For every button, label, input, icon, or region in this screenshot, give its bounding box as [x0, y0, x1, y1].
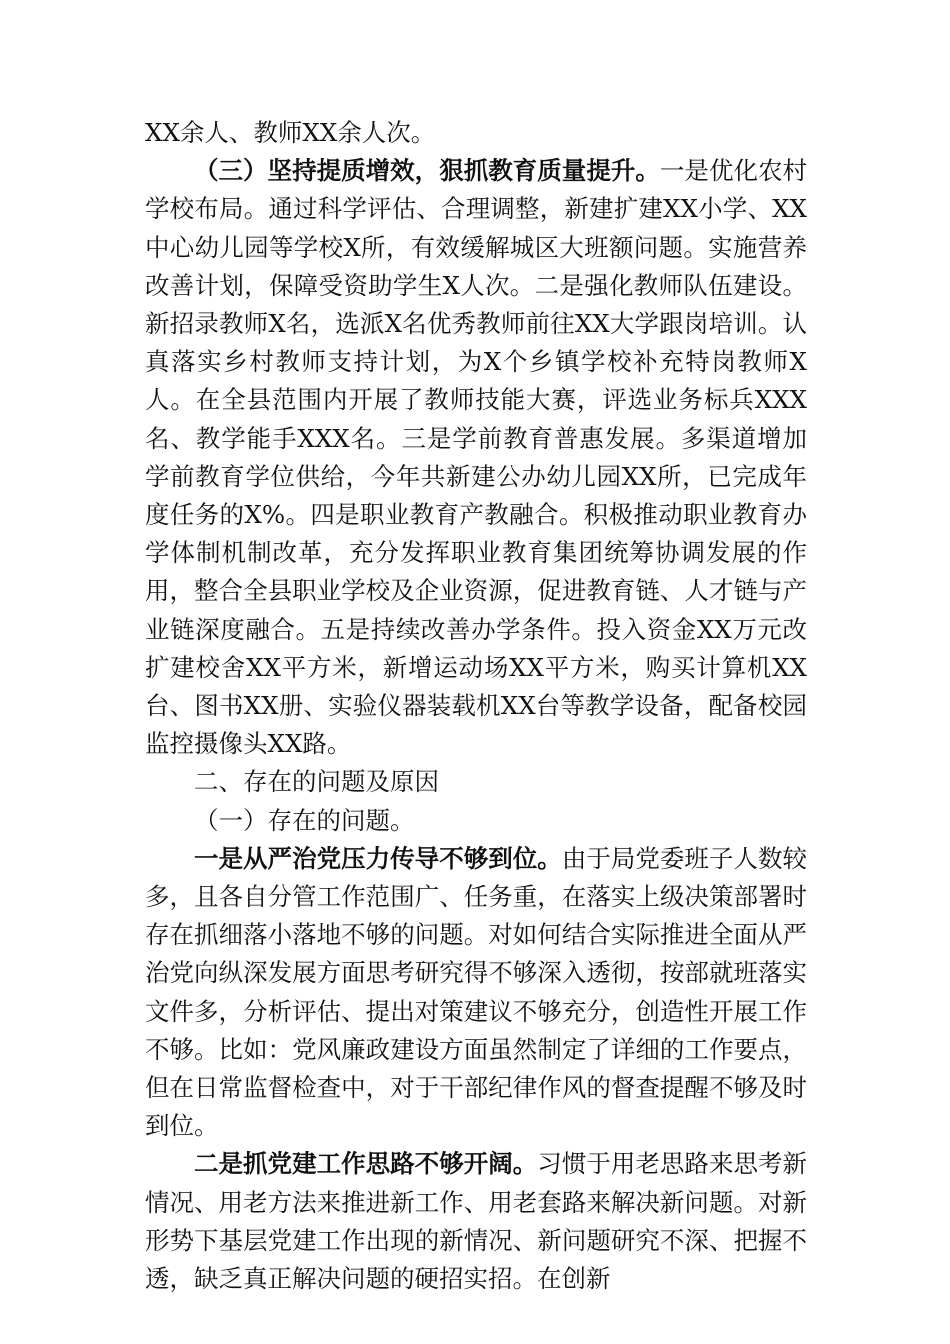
- paragraph-continuation: [145, 114, 807, 152]
- paragraph-text: 一是优化农村学校布局。通过科学评估、合理调整，新建扩建XX小学、XX中心幼儿园等学校X所，有效缓解城区大班额问题。实施营养改善计划，保障受资助学生X人次。二是强化教师队伍建设。新招录教师X名，选派X名优秀教师前往XX大学跟岗培训。认真落实乡村教师支持计划，为X个乡镇学校补充特岗教师X人。在全县范围内开展了教师技能大赛，评选业务标兵XXX名、教学能手XXX名。三是学前教育普惠发展。多渠道增加学前教育学位供给，今年共新建公办幼儿园XX所，已完成年度任务的X%。四是职业教育产教融合。积极推动职业教育办学体制机制改革，充分发挥职业教育集团统筹协调发展的作用，整合全县职业学校及企业资源，促进教育链、人才链与产业链深度融合。五是持续改善办学条件。投入资金XX万元改扩建校舍XX平方米，新增运动场XX平方米，购买计算机XX台、图书XX册、实验仪器装载机XX台等教学设备，配备校园监控摄像头XX路。: [145, 156, 808, 759]
- paragraph-text: 由于局党委班子人数较多，且各自分管工作范围广、任务重，在落实上级决策部署时存在抓细落小落地不够的问题。对如何结合实际推进全面从严治党向纵深发展方面思考研究得不够深入透彻，按部就班落实文件多，分析评估、提出对策建议不够充分，创造性开展工作不够。比如：党风廉政建设方面虽然制定了详细的工作要点，但在日常监督检查中，对于干部纪律作风的督查提醒不够及时到位。: [145, 843, 807, 1141]
- paragraph-lead: 一是从严治党压力传导不够到位。: [194, 843, 562, 873]
- paragraph-problem-one: [145, 840, 807, 1146]
- paragraph-text: 习惯于用老思路来思考新情况、用老方法来推进新工作、用老套路来解决新问题。对新形势下基层党建工作出现的新情况、新问题研究不深、把握不透，缺乏真正解决问题的硬招实招。在创新: [145, 1149, 808, 1294]
- document-body: [145, 114, 807, 1298]
- paragraph-lead: （三）坚持提质增效，狠抓教育质量提升。: [194, 156, 660, 186]
- paragraph-lead: 二是抓党建工作思路不够开阔。: [194, 1149, 538, 1179]
- section-heading: 二、存在的问题及原因: [194, 767, 439, 797]
- subsection-heading: （一）存在的问题。: [194, 805, 415, 835]
- paragraph-quality-improvement: [145, 152, 807, 763]
- paragraph-text: XX余人、教师XX余人次。: [145, 118, 436, 147]
- paragraph-problem-two: [145, 1145, 807, 1298]
